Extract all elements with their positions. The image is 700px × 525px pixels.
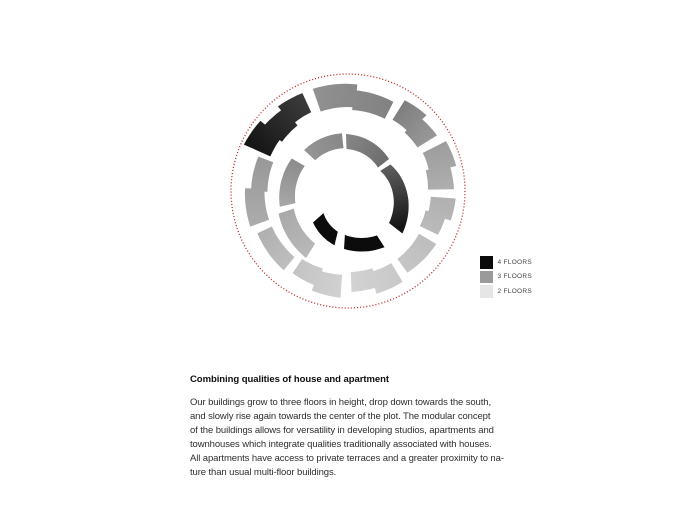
legend-label-3-floors: 3 FLOORS xyxy=(497,273,533,281)
inner-building-segment-4 xyxy=(380,165,408,234)
inner-building-segment-2 xyxy=(304,133,343,160)
floors-legend xyxy=(480,256,532,300)
legend-label-4-floors: 4 FLOORS xyxy=(497,258,533,266)
inner-building-segment-3 xyxy=(346,134,389,168)
legend-swatch-2-floors xyxy=(480,285,493,298)
legend-swatch-3-floors xyxy=(480,271,493,284)
legend-item-2-floors xyxy=(480,285,532,298)
inner-building-segment-1 xyxy=(279,159,305,207)
legend-item-3-floors xyxy=(480,271,532,284)
legend-label-2-floors: 2 FLOORS xyxy=(497,288,533,296)
caption-line: All apartments have access to private terraces and a greater proximity to na- xyxy=(190,453,504,464)
caption-block xyxy=(190,374,535,480)
caption-body xyxy=(190,396,535,480)
outer-building-segment-7 xyxy=(293,259,323,286)
outer-building-segment-5 xyxy=(397,234,436,273)
outer-building-segment-9 xyxy=(245,188,269,226)
caption-line: townhouses which integrate qualities traditionally associated with houses. xyxy=(190,439,492,450)
inner-building-segment-6 xyxy=(313,213,338,245)
legend-item-4-floors xyxy=(480,256,532,269)
inner-building-segment-5 xyxy=(344,235,385,252)
caption-line: Our buildings grow to three floors in height, drop down towards the south, xyxy=(190,397,491,408)
legend-swatch-4-floors xyxy=(480,256,493,269)
outer-building-segment-9 xyxy=(251,157,273,192)
caption-line: of the buildings allows for versatility in developing studios, apartments and xyxy=(190,425,494,436)
outer-building-segment-1 xyxy=(313,84,358,112)
caption-line: ture than usual multi-floor buildings. xyxy=(190,467,337,478)
outer-building-segment-1 xyxy=(352,90,393,119)
caption-line: and slowly rise again towards the center of the plot. The modular concept xyxy=(190,411,491,422)
caption-heading: Combining qualities of house and apartment xyxy=(190,374,389,385)
